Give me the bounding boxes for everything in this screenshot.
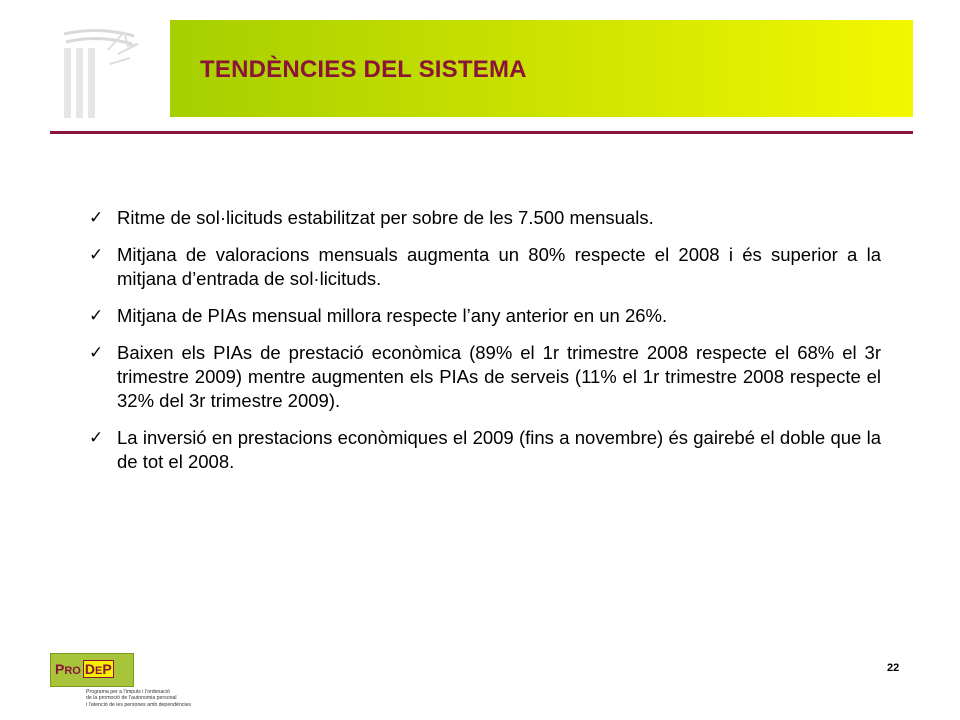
page-number: 22 (887, 662, 900, 674)
bullet-text: Mitjana de PIAs mensual millora respecte l’any anterior en un 26%. (117, 305, 668, 326)
prodep-logo-wordmark: PRO DEP (55, 661, 112, 677)
bullet-item (88, 341, 881, 413)
bullet-text: Baixen els PIAs de prestació econòmica (89% el 1r trimestre 2008 respecte el 68% el 3r trimestre 2009) mentre augmenten els PIAs de serveis (11% el 1r trimestre 2008 respecte el 32% del 3r trimestre 2009). (117, 342, 881, 411)
checkmark-icon: ✓ (89, 343, 104, 362)
slide-title: TENDÈNCIES DEL SISTEMA (200, 56, 527, 83)
title-banner (170, 20, 913, 117)
bullet-item (88, 426, 881, 474)
checkmark-icon: ✓ (89, 208, 104, 227)
column-capital-icon (58, 24, 142, 120)
prodep-logo-caption (86, 689, 226, 708)
bullet-text: Mitjana de valoracions mensuals augmenta un 80% respecte el 2008 i és superior a la mitjana d’entrada de sol·licituds. (117, 244, 881, 289)
title-divider (50, 131, 913, 134)
bullet-list (88, 206, 881, 487)
bullet-item (88, 243, 881, 291)
logo-caption-line: i l’atenció de les persones amb dependències (86, 701, 191, 708)
logo-caption-line: Programa per a l’impuls i l’ordenació (86, 689, 170, 695)
checkmark-icon: ✓ (89, 306, 104, 325)
bullet-item (88, 304, 881, 328)
checkmark-icon: ✓ (89, 245, 104, 264)
prodep-logo (50, 653, 134, 687)
logo-caption-line: de la promoció de l’autonomia personal (86, 695, 177, 702)
bullet-item (88, 206, 881, 230)
bullet-text: Ritme de sol·licituds estabilitzat per sobre de les 7.500 mensuals. (117, 207, 654, 228)
checkmark-icon: ✓ (89, 428, 104, 447)
bullet-text: La inversió en prestacions econòmiques el 2009 (fins a novembre) és gairebé el doble que la de tot el 2008. (117, 427, 881, 472)
